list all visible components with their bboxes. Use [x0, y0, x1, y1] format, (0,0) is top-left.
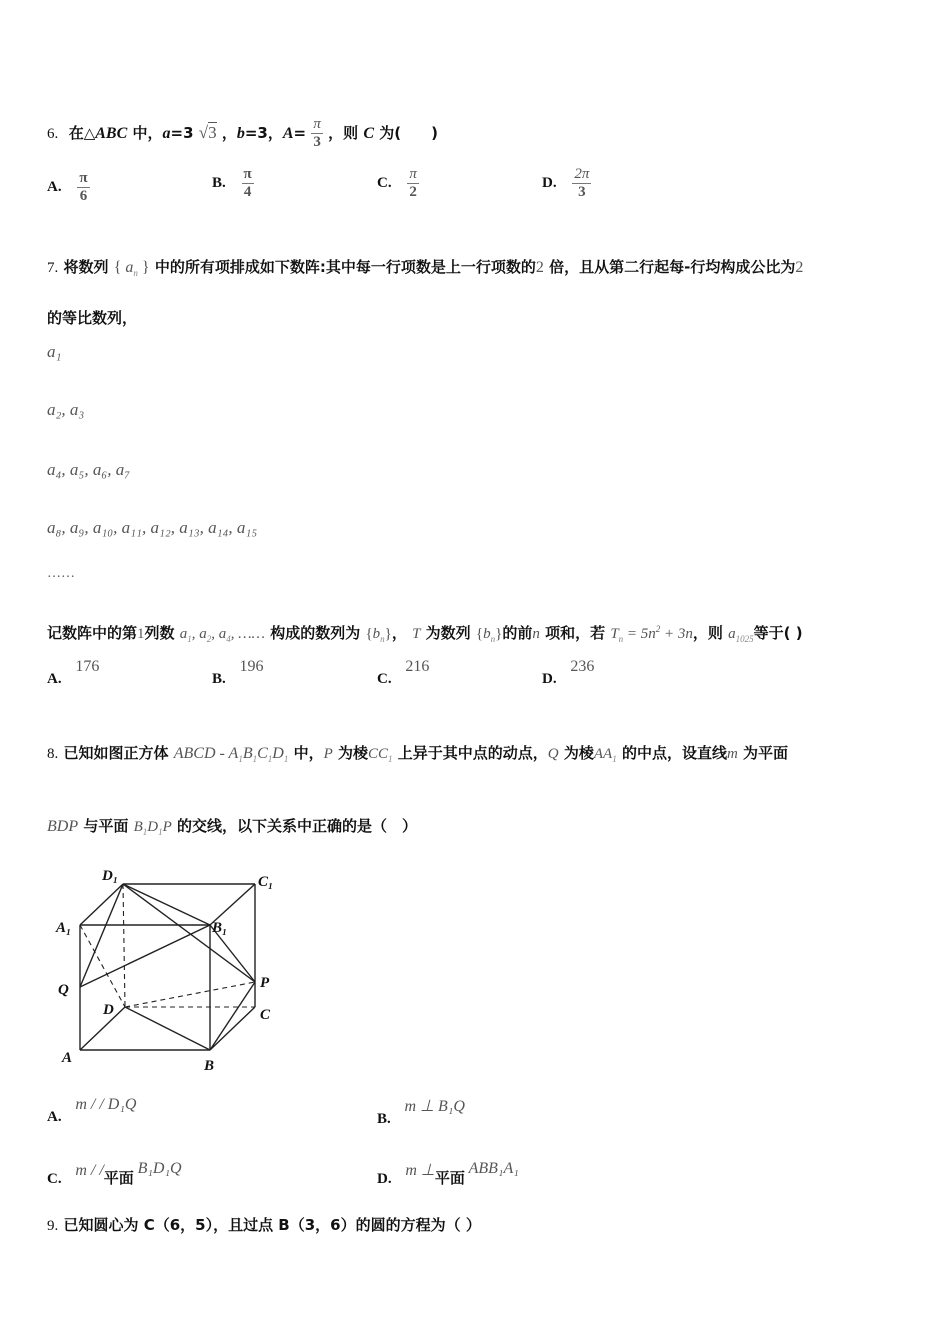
label-d: D — [103, 1002, 114, 1018]
q7-option-b[interactable]: B. 196 — [212, 658, 264, 687]
q8-cube-figure — [50, 862, 290, 1077]
q6-option-c[interactable]: C. $\frac{\pi}{2}$ — [377, 166, 417, 200]
q6-stem: 6. 在△ABC 中，a=3 √3 ，b=3，A= $\frac{\pi}{3}$ ，则 C 为( ) — [47, 116, 438, 150]
edge-b1-c1 — [210, 884, 255, 925]
label-c: C — [260, 1007, 271, 1023]
q8-option-d[interactable]: D. m ⊥平面 ABB₁A₁ — [377, 1160, 519, 1187]
q7-option-a[interactable]: A. 176 — [47, 658, 100, 687]
q7-option-c[interactable]: C. 216 — [377, 658, 430, 687]
label-a: A — [62, 1050, 73, 1066]
q6-frac: $\frac{\pi}{3}$ — [313, 116, 321, 150]
q8-stem-line1: 8. 已知如图正方体 ABCD - $A_1B_1C_1D_1$ 中，P 为棱$CC_1$ 上异于其中点的动点，Q 为棱$AA_1$ 的中点，设直线m 为平面 — [47, 744, 789, 765]
q7-array-row-1: a₁ — [47, 342, 62, 361]
q6-option-a[interactable]: A. $\frac{\pi}{6}$ — [47, 170, 88, 204]
label-d1: D₁ — [102, 868, 119, 884]
label-b1: B₁ — [212, 920, 228, 936]
q6-number: 6. — [47, 126, 59, 142]
q8-stem-line2: BDP 与平面 $B_1D_1P$ 的交线，以下关系中正确的是（ ） — [47, 817, 418, 837]
q7-option-d[interactable]: D. 236 — [542, 658, 595, 687]
q7-question-line: 记数阵中的第1列数 $a_1$, $a_2$, $a_4$, …… 构成的数列为 $\{b_n\}$， T 为数列 $\{b_n\}$的前n 项和，若 $T_n = 5n^2 + 3n$，则 $a_{1025}$等于( ) — [47, 624, 803, 644]
q7-array-row-3: a₄, a₅, a₆, a₇ — [47, 460, 131, 479]
q8-option-a[interactable]: A. m / / D₁Q — [47, 1096, 137, 1125]
q8-option-c[interactable]: C. m / /平面 B₁D₁Q — [47, 1160, 182, 1187]
q7-stem-line2: 的等比数列， — [47, 309, 138, 327]
edge-b-c — [210, 1007, 255, 1050]
q9-stem: 9. 已知圆心为 C（6，5），且过点 B（3，6）的圆的方程为（ ） — [47, 1216, 481, 1234]
q6-option-d[interactable]: D. $\frac{2\pi}{3}$ — [542, 166, 590, 200]
label-p: P — [260, 975, 270, 991]
q8-option-b[interactable]: B. m ⊥ B₁Q — [377, 1098, 465, 1127]
q7-array-ellipsis: …… — [47, 566, 75, 581]
q7-stem-line1: 7. 将数列 { $a_n$ } 中的所有项排成如下数阵:其中每一行项数是上一行项数的2 倍，且从第二行起每-行均构成公比为2 — [47, 258, 804, 279]
label-b: B — [204, 1058, 215, 1074]
q7-array-row-4: a₈, a₉, a₁₀, a₁₁, a₁₂, a₁₃, a₁₄, a₁₅ — [47, 518, 258, 537]
label-c1: C₁ — [258, 874, 274, 890]
label-a1: A₁ — [56, 920, 72, 936]
q6-option-b[interactable]: B. $\frac{\pi}{4}$ — [212, 166, 252, 200]
q7-array-row-2: a₂, a₃ — [47, 400, 85, 419]
edge-a1-d1 — [80, 884, 123, 925]
label-q: Q — [58, 982, 69, 998]
